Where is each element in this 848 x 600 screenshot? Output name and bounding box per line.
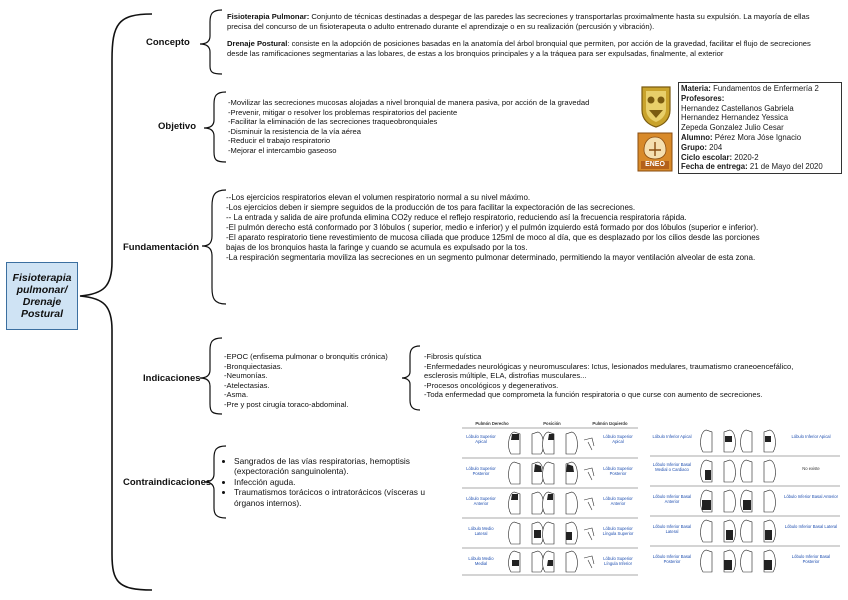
- objetivo-list: [228, 98, 628, 156]
- fundamentacion-item: -La respiración segmentaria moviliza las secreciones en un segmento pulmonar determinado, permitiendo la mayor ventilación alveolar de esta zona.: [226, 253, 756, 262]
- indicacion-item: -Asma.: [224, 390, 249, 400]
- fundamentacion-item: -El pulmón derecho está conformado por 3 lóbulos ( superior, medio e inferior) y el pulmón izquierdo está formado por dos lóbulos (superior e inferior).: [226, 223, 759, 232]
- indicacion-item: -Procesos oncológicos y degenerativos.: [424, 380, 559, 390]
- fecha-value: 21 de Mayo del 2020: [747, 162, 823, 172]
- fig-row-label: Lóbulo Inferior Basal Lateral: [784, 524, 838, 529]
- fig-row-label: Lóbulo Inferior Basal Medial o Cardiaco: [652, 462, 692, 472]
- indicacion-item: -Fibrosis quística: [424, 352, 482, 361]
- fundamentacion-label: Fundamentación: [123, 242, 200, 253]
- objetivo-item: -Movilizar las secreciones mucosas alojadas a nivel bronquial de manera pasiva, por acción de la gravedad: [228, 98, 590, 107]
- profesor-name: Hernandez Castellanos Gabriela: [681, 103, 794, 113]
- fundamentacion-item: --Los ejercicios respiratorios elevan el volumen respiratorio normal a su nivel máximo.: [226, 193, 531, 202]
- fig-header: Pulmón Izquierdo: [592, 421, 628, 426]
- fig-row-label: Lóbulo Superior Apical: [466, 434, 496, 444]
- concepto-label: Concepto: [146, 37, 190, 48]
- objetivo-item: -Reducir el trabajo respiratorio: [228, 136, 331, 146]
- fisio-term: Fisioterapia Pulmonar:: [227, 12, 310, 21]
- fig-row-label: Lóbulo Inferior Basal Lateral: [652, 524, 692, 534]
- objetivo-item: -Facilitar la eliminación de las secreciones traqueobronquiales: [228, 117, 438, 127]
- indicaciones-right-list: [424, 352, 820, 400]
- drenaje-definition: : consiste en la adopción de posiciones basadas en la anatomía del árbol bronquial que permiten, por acción de la gravedad, facilitar el flujo de secreciones desde las ramificaciones segmentarias a las lobares, de estas a los bronquios principales y a la tráquea para ser expulsadas, finalmente, al exterior: [227, 39, 811, 58]
- materia-label: Materia:: [681, 84, 711, 93]
- indicaciones-left-list: [224, 352, 406, 410]
- root-title-box: [6, 262, 78, 330]
- fig-row-label: Lóbulo Inferior Basal Anterior: [784, 494, 839, 499]
- indicacion-item: -Toda enfermedad que comprometa la función respiratoria o que curse con aumento de secreciones.: [424, 390, 763, 400]
- materia-row: [681, 84, 839, 94]
- grupo-row: [681, 143, 839, 153]
- indicacion-item: -EPOC (enfisema pulmonar o bronquitis crónica): [224, 352, 388, 361]
- fig-header: Posición: [543, 421, 561, 426]
- fig-row-label: Lóbulo Superior Posterior: [466, 466, 496, 476]
- contraindicacion-item: • Sangrados de las vías respiratorias, hemoptisis (expectoración sanguinolenta).: [234, 456, 452, 477]
- fundamentacion-item: -El aparato respiratorio tiene revestimiento de mucosa ciliada que produce 125ml de moco al día, que es desplazado por los cilios desde las porciones bajas de los bronquios hasta la faringe y cuando se acumula es expulsado por la tos.: [226, 233, 760, 252]
- contraindicaciones-label: Contraindicaciones: [123, 477, 212, 488]
- alumno-label: Alumno:: [681, 132, 713, 142]
- indicacion-item: -Pre y post cirugía toraco-abdominal.: [224, 399, 349, 409]
- fecha-label: Fecha de entrega:: [681, 162, 748, 172]
- indicacion-item: -Neumonías.: [224, 371, 268, 381]
- contraindicacion-item: • Traumatismos torácicos o intratorácicos (vísceras u órganos internos).: [234, 487, 452, 508]
- eneo-logo-text: ENEO: [645, 161, 665, 168]
- profesores-label: Profesores:: [681, 93, 725, 103]
- fig-row-label: Lóbulo Medio Lateral: [468, 526, 494, 536]
- profesor-name: Hernandez Hernandez Yessica: [681, 113, 789, 123]
- ciclo-row: [681, 153, 839, 163]
- indicacion-item: -Bronquiectasias.: [224, 361, 283, 371]
- drenaje-term: Drenaje Postural: [227, 39, 288, 49]
- indicacion-item: -Enfermedades neurológicas y neuromusculares: Ictus, lesionados medulares, traumatismo craneoencefálico, esclerosis múltiple, ELA, distrofias musculares...: [424, 361, 794, 381]
- drainage-figure-upper: [462, 420, 638, 576]
- fig-row-label: Lóbulo Superior Língula Inferior: [603, 556, 633, 566]
- fig-row-label: No existe: [802, 466, 820, 471]
- objetivo-item: -Mejorar el intercambio gaseoso: [228, 145, 337, 155]
- alumno-row: [681, 133, 839, 143]
- fig-row-label: Lóbulo Inferior Apical: [791, 434, 831, 439]
- fig-row-label: Lóbulo Inferior Apical: [652, 434, 692, 439]
- grupo-value: 204: [706, 142, 723, 152]
- fecha-row: [681, 162, 839, 172]
- indicaciones-label: Indicaciones: [143, 373, 201, 384]
- drainage-figure-lower: [650, 426, 840, 576]
- fig-row-label: Lóbulo Medio Medial: [468, 556, 494, 566]
- objetivo-label: Objetivo: [158, 121, 197, 132]
- indicacion-item: -Atelectasias.: [224, 380, 270, 390]
- eneo-logo: [637, 132, 673, 172]
- objetivo-item: -Disminuir la resistencia de la vía aérea: [228, 126, 361, 136]
- fig-row-label: Lóbulo Superior Apical: [603, 434, 633, 444]
- fundamentacion-list: [226, 193, 770, 263]
- objetivo-item: -Prevenir, mitigar o resolver los problemas respiratorios del paciente: [228, 107, 458, 117]
- fig-row-label: Lóbulo Inferior Basal Posterior: [652, 554, 692, 564]
- contraindicaciones-list: [222, 456, 452, 508]
- concepto-text: [227, 12, 833, 58]
- fig-row-label: Lóbulo Superior Anterior: [466, 496, 496, 506]
- fig-row-label: Lóbulo Inferior Basal Posterior: [791, 554, 831, 564]
- alumno-value: Pérez Mora Jóse Ignacio: [712, 132, 802, 142]
- fundamentacion-item: -- La entrada y salida de aire profunda elimina CO2y reduce el reflejo respiratorio, reduciendo así la frecuencia respiratoria rápida.: [226, 213, 687, 222]
- unam-crest-logo: [639, 84, 673, 128]
- profesor-name: Zepeda Gonzalez Julio Cesar: [681, 123, 784, 133]
- grupo-label: Grupo:: [681, 142, 707, 152]
- fig-row-label: Lóbulo Superior Anterior: [603, 496, 633, 506]
- fig-row-label: Lóbulo Superior Posterior: [603, 466, 633, 476]
- fig-row-label: Lóbulo Superior Língula Superior: [602, 526, 634, 536]
- profesores-label-row: [681, 94, 839, 104]
- fig-row-label: Lóbulo Inferior Basal Anterior: [652, 494, 692, 504]
- fisio-definition: Conjunto de técnicas destinadas a despegar de las paredes las secreciones y transportarlas proximalmente hasta su expulsión. La mayoría de ellas precisa del concurso de un fisioterapeuta o adulto entrenado durante el aprendizaje o en su realización (percusión y vibración).: [227, 12, 810, 31]
- materia-value: Fundamentos de Enfermería 2: [710, 84, 819, 93]
- ciclo-value: 2020-2: [732, 152, 759, 162]
- contraindicacion-item: • Infección aguda.: [234, 477, 452, 487]
- fig-header: Pulmón Derecho: [475, 421, 509, 426]
- root-title: Fisioterapia pulmonar/ Drenaje Postural: [12, 272, 72, 320]
- fundamentacion-item: -Los ejercicios deben ir siempre seguidos de la producción de tos para facilitar la expectoración de las secreciones.: [226, 203, 636, 212]
- course-info-box: [678, 82, 842, 174]
- ciclo-label: Ciclo escolar:: [681, 152, 733, 162]
